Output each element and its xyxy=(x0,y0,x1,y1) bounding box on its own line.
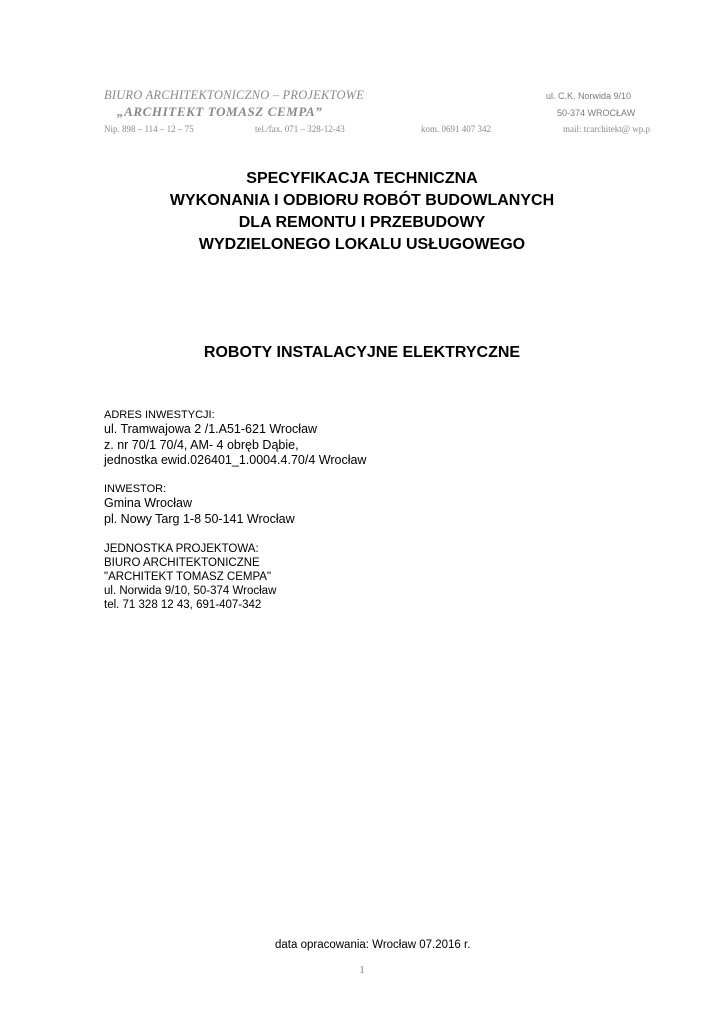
investment-address-block xyxy=(104,408,366,469)
investment-address-label: ADRES INWESTYCJI: xyxy=(104,409,215,421)
investment-address-line: jednostka ewid.026401_1.0004.4.70/4 Wrocław xyxy=(104,453,367,467)
preparation-date: data opracowania: Wrocław 07.2016 r. xyxy=(275,939,471,951)
address-city: 50-374 WROCŁAW xyxy=(557,108,636,118)
design-unit-block xyxy=(104,542,276,612)
nip-number: Nip. 898 – 114 – 12 – 75 xyxy=(104,124,194,134)
title-line-4: WYDZIELONEGO LOKALU USŁUGOWEGO xyxy=(198,236,526,253)
page-number: 1 xyxy=(359,964,365,976)
mobile-number: kom. 0691 407 342 xyxy=(421,124,492,134)
design-unit-line: BIURO ARCHITEKTONICZNE xyxy=(104,557,260,569)
investor-line: Gmina Wrocław xyxy=(104,496,192,510)
email-address: mail: tcarchitekt@ wp.p xyxy=(563,124,651,134)
investment-address-line: z. nr 70/1 70/4, AM- 4 obręb Dąbie, xyxy=(104,437,299,452)
address-street: ul. C.K. Norwida 9/10 xyxy=(546,91,632,101)
design-unit-label: JEDNOSTKA PROJEKTOWA: xyxy=(104,543,259,555)
title-line-2: WYKONANIA I ODBIORU ROBÓT BUDOWLANYCH xyxy=(169,192,555,209)
title-line-3: DLA REMONTU I PRZEBUDOWY xyxy=(238,214,486,231)
investor-block xyxy=(104,482,295,527)
title-line-1: SPECYFIKACJA TECHNICZNA xyxy=(246,170,478,187)
investment-address-line: ul. Tramwajowa 2 /1.A51-621 Wrocław xyxy=(104,422,318,436)
bureau-name: BIURO ARCHITEKTONICZNO – PROJEKTOWE xyxy=(104,88,365,102)
investor-label: INWESTOR: xyxy=(104,483,167,495)
tel-fax: tel./fax. 071 – 328-12-43 xyxy=(255,124,345,134)
investor-line: pl. Nowy Targ 1-8 50-141 Wrocław xyxy=(104,511,295,526)
company-name: „ARCHITEKT TOMASZ CEMPA” xyxy=(117,104,323,119)
section-title: ROBOTY INSTALACYJNE ELEKTRYCZNE xyxy=(203,344,521,361)
design-unit-line: "ARCHITEKT TOMASZ CEMPA" xyxy=(104,571,272,583)
design-unit-line: tel. 71 328 12 43, 691-407-342 xyxy=(104,599,262,611)
document-title xyxy=(0,168,724,256)
design-unit-line: ul. Norwida 9/10, 50-374 Wrocław xyxy=(104,585,277,597)
